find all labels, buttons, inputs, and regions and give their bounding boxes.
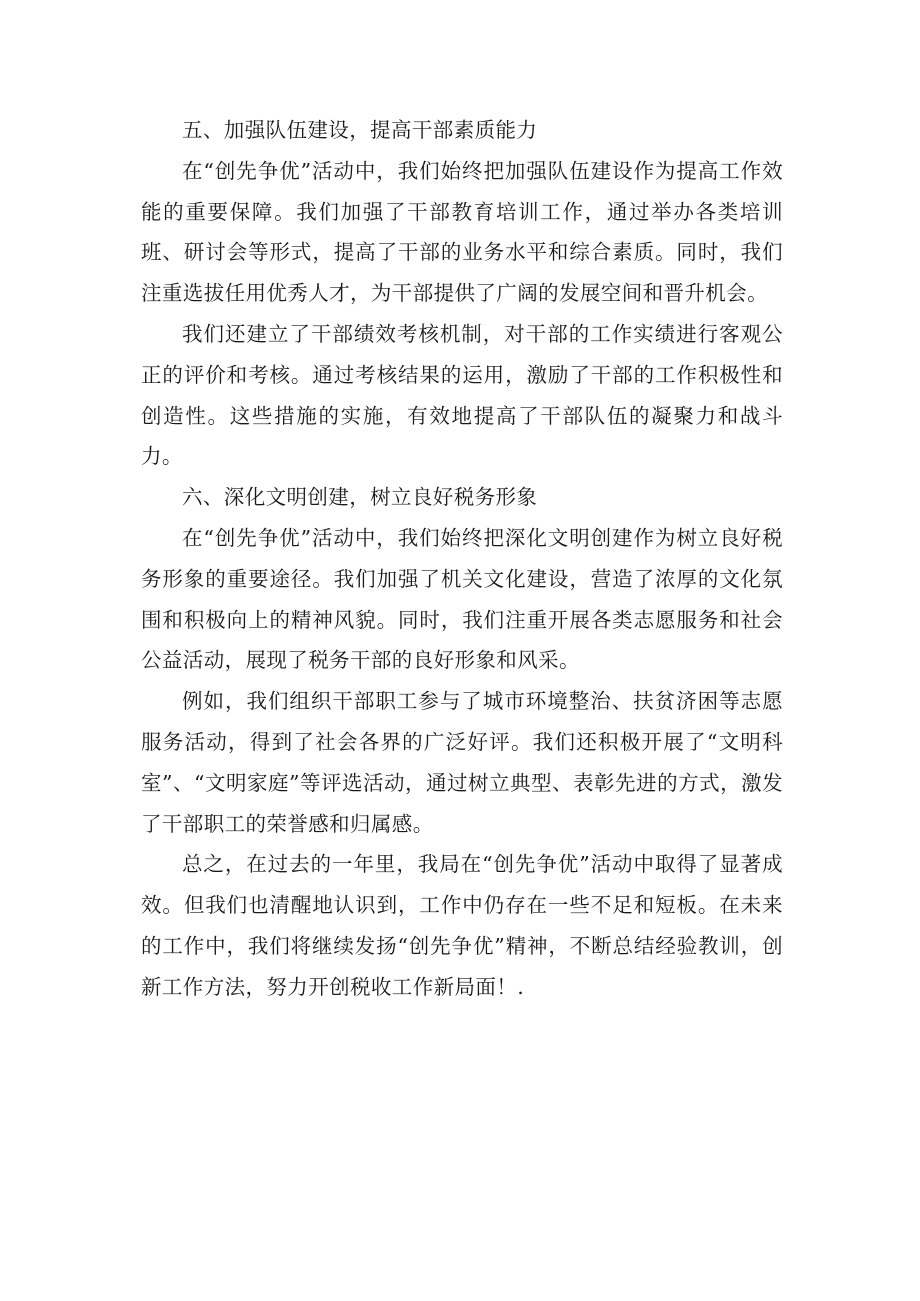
paragraph: 我们还建立了干部绩效考核机制，对干部的工作实绩进行客观公正的评价和考核。通过考核结果的运用，激励了干部的工作积极性和创造性。这些措施的实施，有效地提高了干部队伍的凝聚力和战斗力。: [141, 321, 783, 469]
document-body: [141, 110, 783, 1008]
section-heading-5: 五、加强队伍建设，提高干部素质能力: [182, 118, 538, 142]
paragraph: 在“创先争优”活动中，我们始终把加强队伍建设作为提高工作效能的重要保障。我们加强了干部教育培训工作，通过举办各类培训班、研讨会等形式，提高了干部的业务水平和综合素质。同时，我们注重选拔任用优秀人才，为干部提供了广阔的发展空间和晋升机会。: [141, 158, 783, 306]
paragraph: 例如，我们组织干部职工参与了城市环境整治、扶贫济困等志愿服务活动，得到了社会各界的广泛好评。我们还积极开展了“文明科室”、“文明家庭”等评选活动，通过树立典型、表彰先进的方式，激发了干部职工的荣誉感和归属感。: [141, 689, 783, 836]
conclusion-paragraph: 总之，在过去的一年里，我局在“创先争优”活动中取得了显著成效。但我们也清醒地认识到，工作中仍存在一些不足和短板。在未来的工作中，我们将继续发扬“创先争优”精神，不断总结经验教训，创新工作方法，努力开创税收工作新局面！.: [141, 852, 783, 999]
paragraph: 在“创先争优”活动中，我们始终把深化文明创建作为树立良好税务形象的重要途径。我们加强了机关文化建设，营造了浓厚的文化氛围和积极向上的精神风貌。同时，我们注重开展各类志愿服务和社会公益活动，展现了税务干部的良好形象和风采。: [141, 525, 783, 673]
section-heading-6: 六、深化文明创建，树立良好税务形象: [182, 485, 538, 510]
